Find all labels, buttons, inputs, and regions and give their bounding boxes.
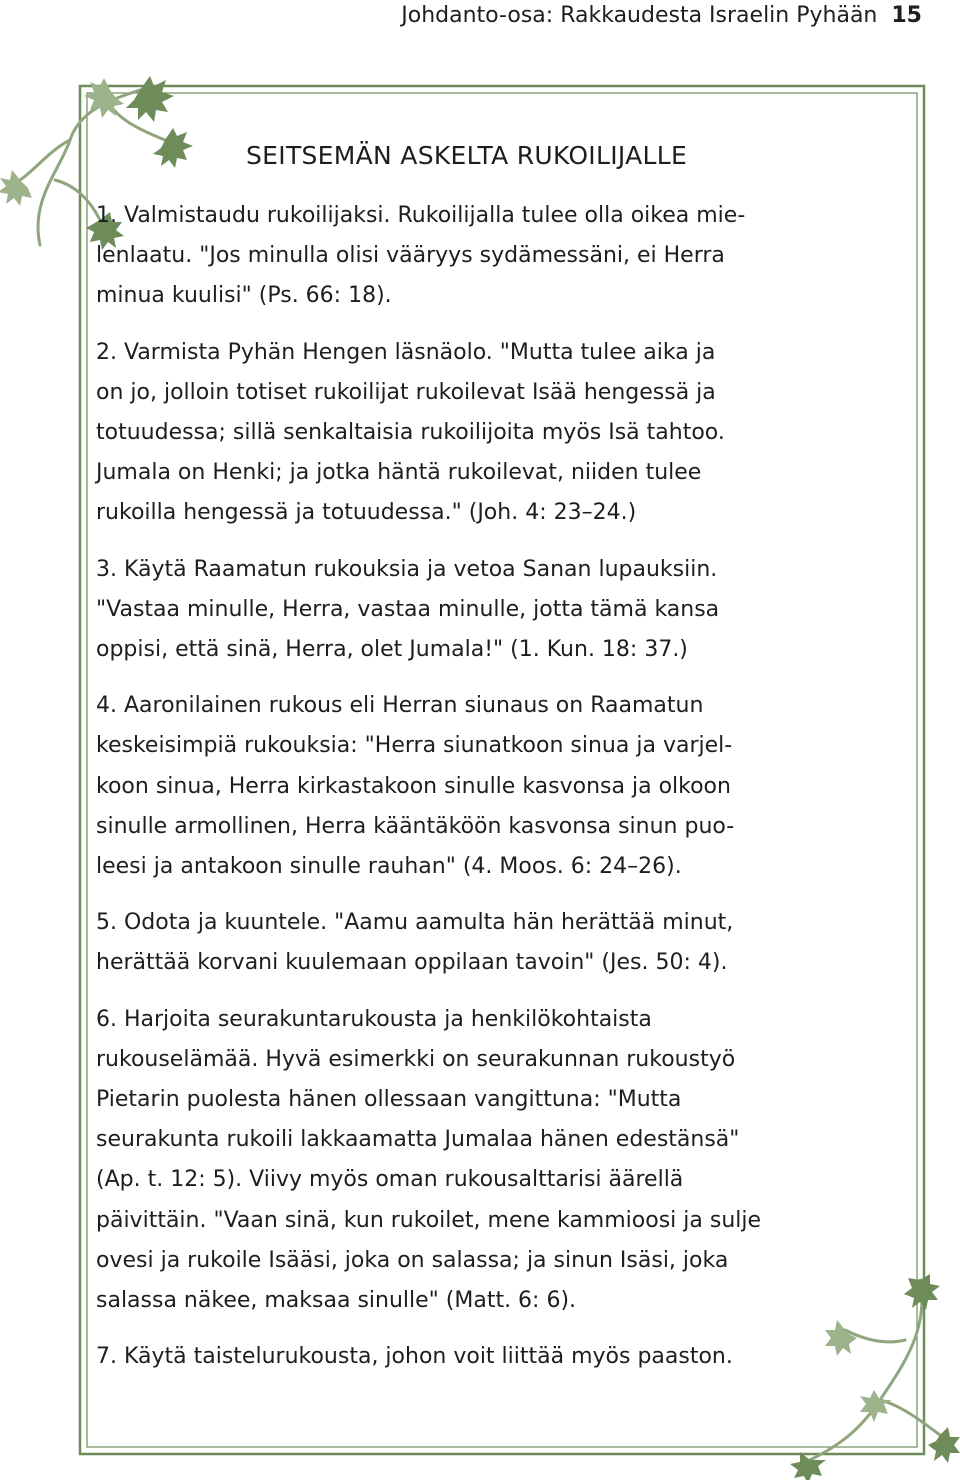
step-4-line-2: keskeisimpiä rukouksia: "Herra siunatkoon sinua ja varjel- xyxy=(96,733,733,759)
step-6-line-3: Pietarin puolesta hänen ollessaan vangittuna: "Mutta xyxy=(96,1087,682,1113)
step-6-line-1: 6. Harjoita seurakuntarukousta ja henkilökohtaista xyxy=(96,1006,652,1032)
step-5-line-2: herättää korvani kuulemaan oppilaan tavoin" (Jes. 50: 4). xyxy=(96,950,728,976)
step-3-line-3: oppisi, että sinä, Herra, olet Jumala!" (1. Kun. 18: 37.) xyxy=(96,637,688,663)
step-3-line-1: 3. Käytä Raamatun rukouksia ja vetoa Sanan lupauksiin. xyxy=(96,556,718,582)
step-2-line-2: on jo, jolloin totiset rukoilijat rukoilevat Isää hengessä ja xyxy=(96,379,716,405)
step-2-line-5: rukoilla hengessä ja totuudessa." (Joh. 4: 23–24.) xyxy=(96,500,637,526)
step-2-line-4: Jumala on Henki; ja jotka häntä rukoilevat, niiden tulee xyxy=(96,460,702,486)
step-5 xyxy=(96,903,796,983)
prayer-steps-section xyxy=(96,136,796,1377)
step-6-line-4: seurakunta rukoili lakkaamatta Jumalaa hänen edestänsä" xyxy=(96,1127,740,1153)
step-1-line-3: minua kuulisi" (Ps. 66: 18). xyxy=(96,283,392,309)
step-7-line-1: 7. Käytä taistelurukousta, johon voit liittää myös paaston. xyxy=(96,1344,733,1370)
page-number: 15 xyxy=(891,2,922,28)
step-1-line-2: lenlaatu. "Jos minulla olisi vääryys sydämessäni, ei Herra xyxy=(96,243,725,269)
running-title: Johdanto-osa: Rakkaudesta Israelin Pyhään xyxy=(401,2,878,28)
step-4-line-5: leesi ja antakoon sinulle rauhan" (4. Moos. 6: 24–26). xyxy=(96,854,682,880)
step-4-line-4: sinulle armollinen, Herra kääntäköön kasvonsa sinun puo- xyxy=(96,813,735,839)
step-2-line-3: totuudessa; sillä senkaltaisia rukoilijoita myös Isä tahtoo. xyxy=(96,420,725,446)
step-3 xyxy=(96,550,796,671)
step-6-line-7: ovesi ja rukoile Isääsi, joka on salassa; ja sinun Isäsi, joka xyxy=(96,1247,729,1273)
step-6-line-6: päivittäin. "Vaan sinä, kun rukoilet, mene kammioosi ja sulje xyxy=(96,1207,762,1233)
step-1-line-1: 1. Valmistaudu rukoilijaksi. Rukoilijalla tulee olla oikea mie- xyxy=(96,203,746,228)
vine-ornament-bottom-right xyxy=(770,1270,960,1480)
step-6-line-2: rukouselämää. Hyvä esimerkki on seurakunnan rukoustyö xyxy=(96,1046,736,1072)
step-4-line-1: 4. Aaronilainen rukous eli Herran siunaus on Raamatun xyxy=(96,693,704,719)
step-2-line-1: 2. Varmista Pyhän Hengen läsnäolo. "Mutta tulee aika ja xyxy=(96,339,716,365)
step-6-line-5: (Ap. t. 12: 5). Viivy myös oman rukousalttarisi äärellä xyxy=(96,1167,684,1193)
step-4 xyxy=(96,686,796,887)
section-title: SEITSEMÄN ASKELTA RUKOILIJALLE xyxy=(246,141,688,170)
step-3-line-2: "Vastaa minulle, Herra, vastaa minulle, jotta tämä kansa xyxy=(96,596,720,622)
step-6-line-8: salassa näkee, maksaa sinulle" (Matt. 6: 6). xyxy=(96,1288,577,1314)
step-2 xyxy=(96,333,796,534)
step-1 xyxy=(96,196,796,317)
step-6 xyxy=(96,1000,796,1322)
step-4-line-3: koon sinua, Herra kirkastakoon sinulle kasvonsa ja olkoon xyxy=(96,773,731,799)
step-5-line-1: 5. Odota ja kuuntele. "Aamu aamulta hän herättää minut, xyxy=(96,910,734,936)
step-7 xyxy=(96,1337,796,1377)
running-header xyxy=(401,0,922,30)
